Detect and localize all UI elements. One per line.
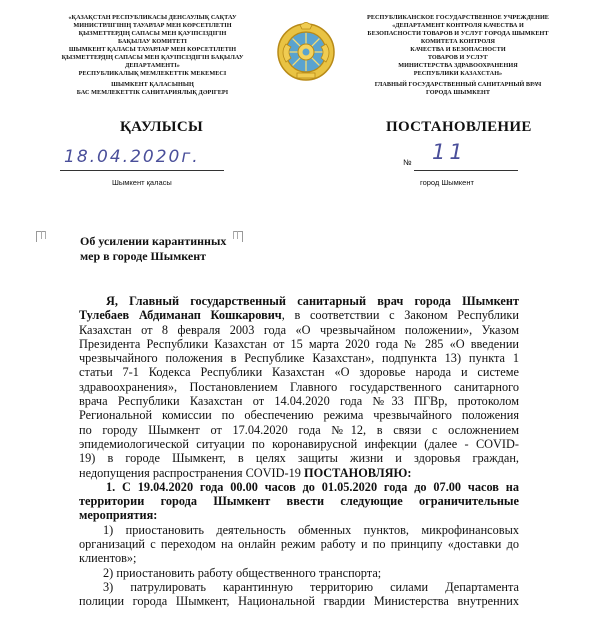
body-line: [79, 294, 519, 308]
body-line: [79, 308, 519, 322]
body-line: [79, 494, 519, 508]
header-kazakh-line: БАҚЫЛАУ КОМИТЕТІ: [117, 38, 188, 45]
body-line: [79, 508, 519, 522]
header-kazakh-line: МИНИСТРЛІГІНІҢ ТАУАРЛАР МЕН КӨРСЕТІЛЕТІН: [73, 22, 232, 29]
body-line: 2) приостановить работу общественного транспорта;: [103, 565, 382, 580]
doc-type-kazakh: ҚАУЛЫСЫ: [120, 119, 203, 135]
resolution-keyword: ПОСТАНОВЛЯЮ:: [304, 465, 412, 480]
header-kazakh-line: ҚЫЗМЕТТЕРДІҢ САПАСЫ МЕН ҚАУІПСІЗДІГІН БАҚЫЛАУ: [61, 54, 244, 61]
city-russian: город Шымкент: [420, 178, 474, 187]
handwritten-date: 18.04.2020г.: [64, 147, 200, 167]
date-underline: [60, 170, 224, 171]
header-russian-line: РЕСПУБЛИКИ КАЗАХСТАН»: [413, 70, 503, 77]
header-russian-line: КОМИТЕТА КОНТРОЛЯ: [420, 38, 496, 45]
subject-bracket-left: [36, 231, 46, 242]
header-russian-line: ТОВАРОВ И УСЛУГ: [427, 54, 489, 61]
header-russian-line: КАЧЕСТВА И БЕЗОПАСНОСТИ: [410, 46, 506, 53]
body-line: Президента Республики Казахстан от 15 марта 2020 года № 285 «О введении: [79, 336, 519, 351]
header-russian-line: ГЛАВНЫЙ ГОСУДАРСТВЕННЫЙ САНИТАРНЫЙ ВРАЧ: [374, 81, 542, 88]
item-1-heading: мероприятия:: [79, 508, 158, 523]
header-russian-line: «ДЕПАРТАМЕНТ КОНТРОЛЯ КАЧЕСТВА И: [392, 22, 524, 29]
item-1-heading: территории города Шымкент ввести следующие ограничительные: [79, 494, 519, 509]
doc-type-russian: ПОСТАНОВЛЕНИЕ: [386, 119, 532, 135]
body-line: врача Республики Казахстан от 14.04.2020 года №33 ПГВр, протоколом: [79, 394, 519, 409]
city-kazakh: Шымкент қаласы: [112, 178, 172, 187]
body-line: Казахстан от 8 февраля 2003 года «О чрезвычайном положении», Указом: [79, 322, 519, 337]
number-label: №: [403, 158, 412, 167]
body-line: [79, 466, 519, 480]
header-kazakh-line: ШЫМКЕНТ ҚАЛАСЫ ТАУАРЛАР МЕН КӨРСЕТІЛЕТІН: [68, 46, 237, 53]
body-line: 19) в городе Шымкент, в целях защиты жизни и здоровья граждан,: [79, 451, 519, 466]
body-line: клиентов»;: [79, 551, 137, 566]
state-emblem-icon: [276, 22, 336, 82]
header-russian-line: БЕЗОПАСНОСТИ ТОВАРОВ И УСЛУГ ГОРОДА ШЫМКЕНТ: [367, 30, 549, 37]
body-line: Региональной комиссии по обеспечению режима чрезвычайного положения: [79, 408, 519, 423]
signatory-intro: Я, Главный государственный санитарный врач города Шымкент: [106, 294, 519, 308]
body-text: , в соответствии с Законом Республики: [281, 308, 519, 323]
header-kazakh-line: ШЫМКЕНТ ҚАЛАСЫНЫҢ: [111, 81, 194, 88]
body-line: 3) патрулировать карантинную территорию силами Департамента: [103, 579, 519, 594]
header-kazakh-line: ДЕПАРТАМЕНТІ»: [125, 62, 180, 69]
body-line: организаций с переходом на онлайн режим работу и по принципу «доставки до: [79, 537, 519, 552]
header-kazakh-line: БАС МЕМЛЕКЕТТІК САНИТАРИЯЛЫҚ ДӘРІГЕРІ: [76, 89, 229, 96]
body-line: [79, 480, 519, 494]
number-underline: [414, 170, 518, 171]
item-1-heading: 1. С 19.04.2020 года 00.00 часов до 01.05.2020 года до 07.00 часов на: [106, 479, 519, 494]
subject-bracket-right: [233, 231, 243, 242]
header-kazakh-line: «ҚАЗАҚСТАН РЕСПУБЛИКАСЫ ДЕНСАУЛЫҚ САҚТАУ: [68, 14, 237, 21]
body-line: 1) приостановить деятельность обменных пунктов, микрофинансовых: [103, 522, 519, 537]
header-russian-line: МИНИСТЕРСТВА ЗДРАВООХРАНЕНИЯ: [398, 62, 518, 69]
body-line: эпидемиологической ситуации по коронавирусной инфекции (далее - COVID-: [79, 436, 519, 451]
body-line: по городу Шымкент от 17.04.2020 года №12, в связи с осложнением: [79, 422, 519, 437]
subject-line: Об усилении карантинных: [80, 234, 227, 248]
header-kazakh: [56, 14, 249, 97]
body-line: здравоохранения», Постановлением Главного государственного санитарного: [79, 379, 519, 394]
header-kazakh-line: ҚЫЗМЕТТЕРДІҢ САПАСЫ МЕН ҚАУІПСІЗДІГІН: [78, 30, 227, 37]
header-russian-line: ГОРОДА ШЫМКЕНТ: [425, 89, 491, 96]
document-body: [79, 294, 519, 609]
body-line: полиции города Шымкент, Национальной гвардии Министерства внутренних: [79, 594, 519, 609]
body-line: чрезвычайного положения в Республике Казахстан», подпункта 13) пункта 1: [79, 351, 519, 366]
handwritten-number: 11: [432, 140, 467, 164]
document-subject: [80, 234, 226, 264]
header-russian-line: РЕСПУБЛИКАНСКОЕ ГОСУДАРСТВЕННОЕ УЧРЕЖДЕНИЕ: [366, 14, 549, 21]
subject-line: мер в городе Шымкент: [80, 249, 206, 263]
header-kazakh-line: РЕСПУБЛИКАЛЫҚ МЕМЛЕКЕТТІК МЕКЕМЕСІ: [78, 70, 227, 77]
body-line: статьи 7-1 Кодекса Республики Казахстан «О здоровье народа и системе: [79, 365, 519, 380]
signatory-name: Тулебаев Абдиманап Кошкарович: [79, 308, 282, 323]
body-text: недопущения распространения COVID-19: [79, 465, 305, 480]
header-russian: [360, 14, 556, 97]
